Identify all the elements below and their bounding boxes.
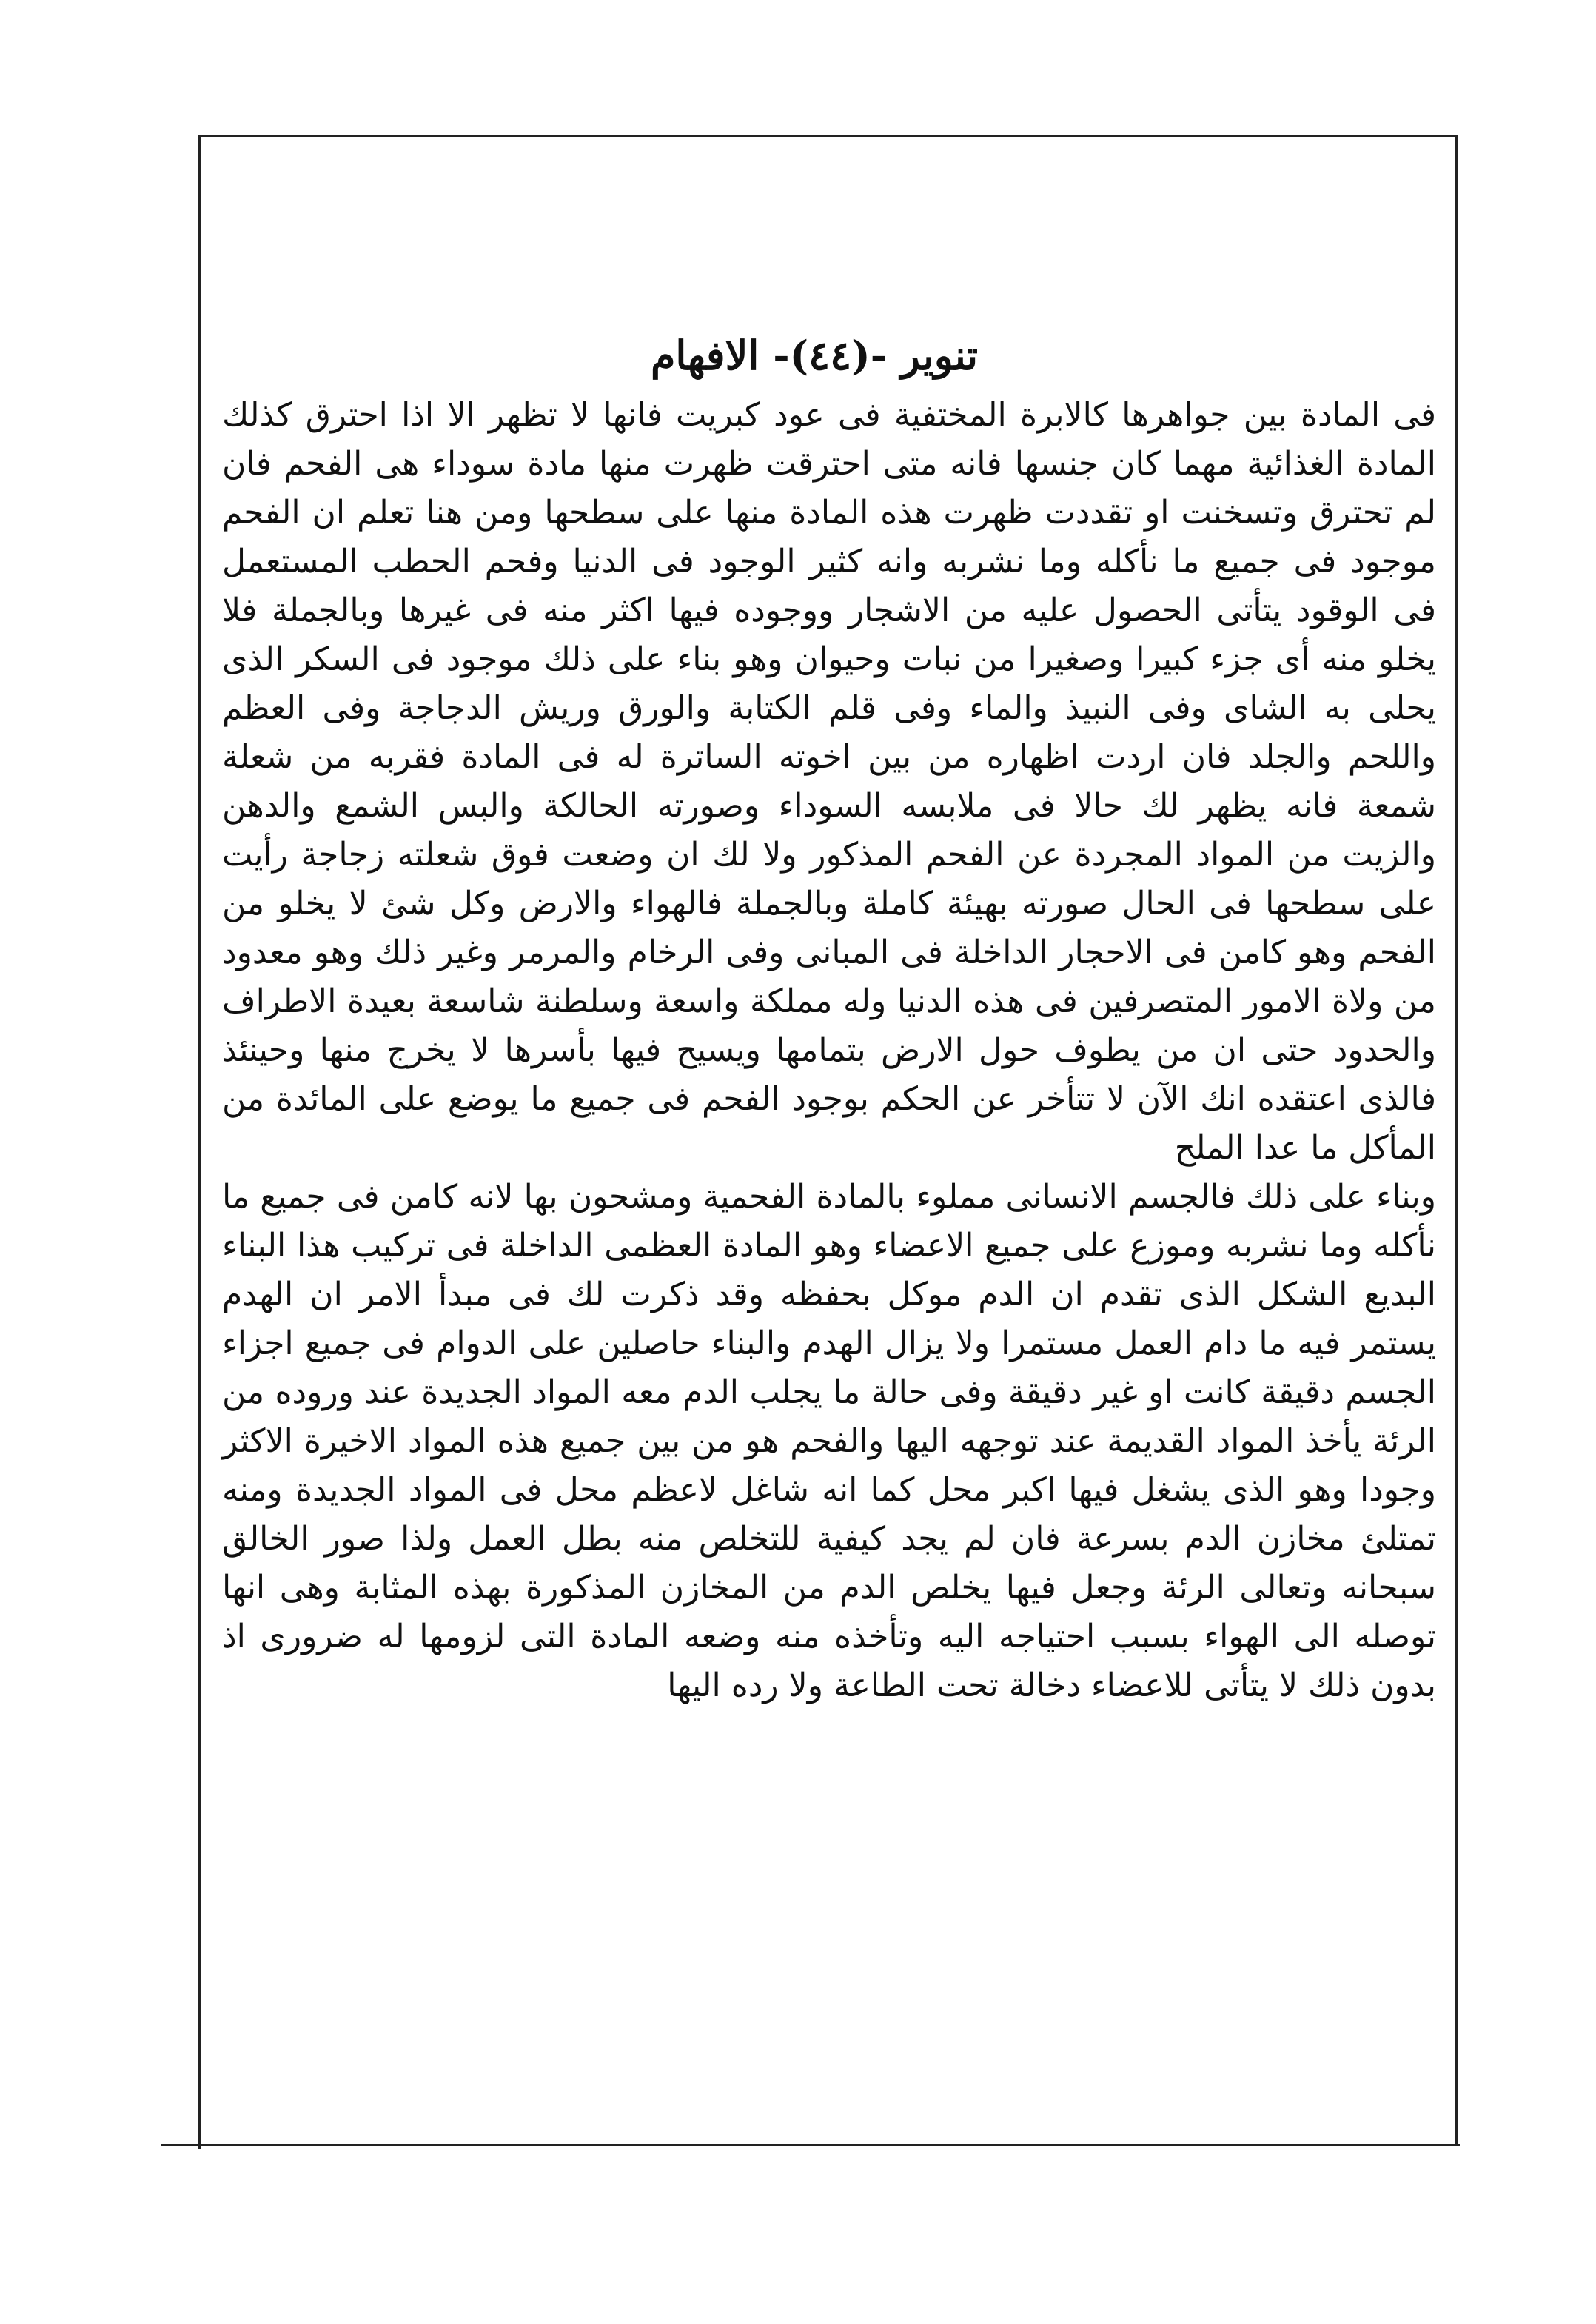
page-frame-left-rule [198,135,201,2149]
text-body [222,391,1436,1710]
page-frame-right-rule [1455,135,1458,2146]
paragraph-1: فى المادة بين جواهرها كالابرة المختفية فى عود كبريت فانها لا تظهر الا اذا احترق كذلك المادة الغذائية مهما كان جنسها فانه متى احترقت ظهرت منها مادة سوداء هى الفحم فان لم تحترق وتسخنت او تقددت ظهرت هذه المادة منها على سطحها ومن هنا تعلم ان الفحم موجود فى جميع ما نأكله وما نشربه وانه كثير الوجود فى الدنيا وفحم الحطب المستعمل فى الوقود يتأتى الحصول عليه من الاشجار ووجوده فيها اكثر منه فى غيرها وبالجملة فلا يخلو منه أى جزء كبيرا وصغيرا من نبات وحيوان وهو بناء على ذلك موجود فى السكر الذى يحلى به الشاى وفى النبيذ والماء وفى قلم الكتابة والورق وريش الدجاجة وفى العظم واللحم والجلد فان اردت اظهاره من بين اخوته الساترة له فى المادة فقربه من شعلة شمعة فانه يظهر لك حالا فى ملابسه السوداء وصورته الحالكة والبس الشمع والدهن والزيت من المواد المجردة عن الفحم المذكور ولا لك ان وضعت فوق شعلته زجاجة رأيت على سطحها فى الحال صورته بهيئة كاملة وبالجملة فالهواء والارض وكل شئ لا يخلو من الفحم وهو كامن فى الاحجار الداخلة فى المبانى وفى الرخام والمرمر وغير ذلك وهو معدود من ولاة الامور المتصرفين فى هذه الدنيا وله مملكة واسعة وسلطنة شاسعة بعيدة الاطراف والحدود حتى ان من يطوف حول الارض بتمامها ويسيح فيها بأسرها لا يخرج منها وحينئذ فالذى اعتقده انك الآن لا تتأخر عن الحكم بوجود الفحم فى جميع ما يوضع على المائدة من المأكل ما عدا الملح [222,396,1437,1167]
page-header: تنوير -(٤٤)- الافهام [651,332,978,379]
page-frame-top-rule [200,135,1457,137]
paragraph-2: وبناء على ذلك فالجسم الانسانى مملوء بالمادة الفحمية ومشحون بها لانه كامن فى جميع ما نأكله وما نشربه وموزع على جميع الاعضاء وهو المادة العظمى الداخلة فى تركيب هذا البناء البديع الشكل الذى تقدم ان الدم موكل بحفظه وقد ذكرت لك فى مبدأ الامر ان الهدم يستمر فيه ما دام العمل مستمرا ولا يزال الهدم والبناء حاصلين على الدوام فى جميع اجزاء الجسم دقيقة كانت او غير دقيقة وفى حالة ما يجلب الدم معه المواد الجديدة عند وروده من الرئة يأخذ المواد القديمة عند توجهه اليها والفحم هو من بين جميع هذه المواد الاخيرة الاكثر وجودا وهو الذى يشغل فيها اكبر محل كما انه شاغل لاعظم محل فى المواد الجديدة ومنه تمتلئ مخازن الدم بسرعة فان لم يجد كيفية للتخلص منه بطل العمل ولذا صور الخالق سبحانه وتعالى الرئة وجعل فيها يخلص الدم من المخازن المذكورة بهذه المثابة وهى انها توصله الى الهواء بسبب احتياجه اليه وتأخذه منه وضعه المادة التى لزومها له ضرورى اذ بدون ذلك لا يتأتى للاعضاء دخالة تحت الطاعة ولا رده اليها [222,1178,1436,1704]
page-frame-bottom-rule [161,2144,1460,2146]
